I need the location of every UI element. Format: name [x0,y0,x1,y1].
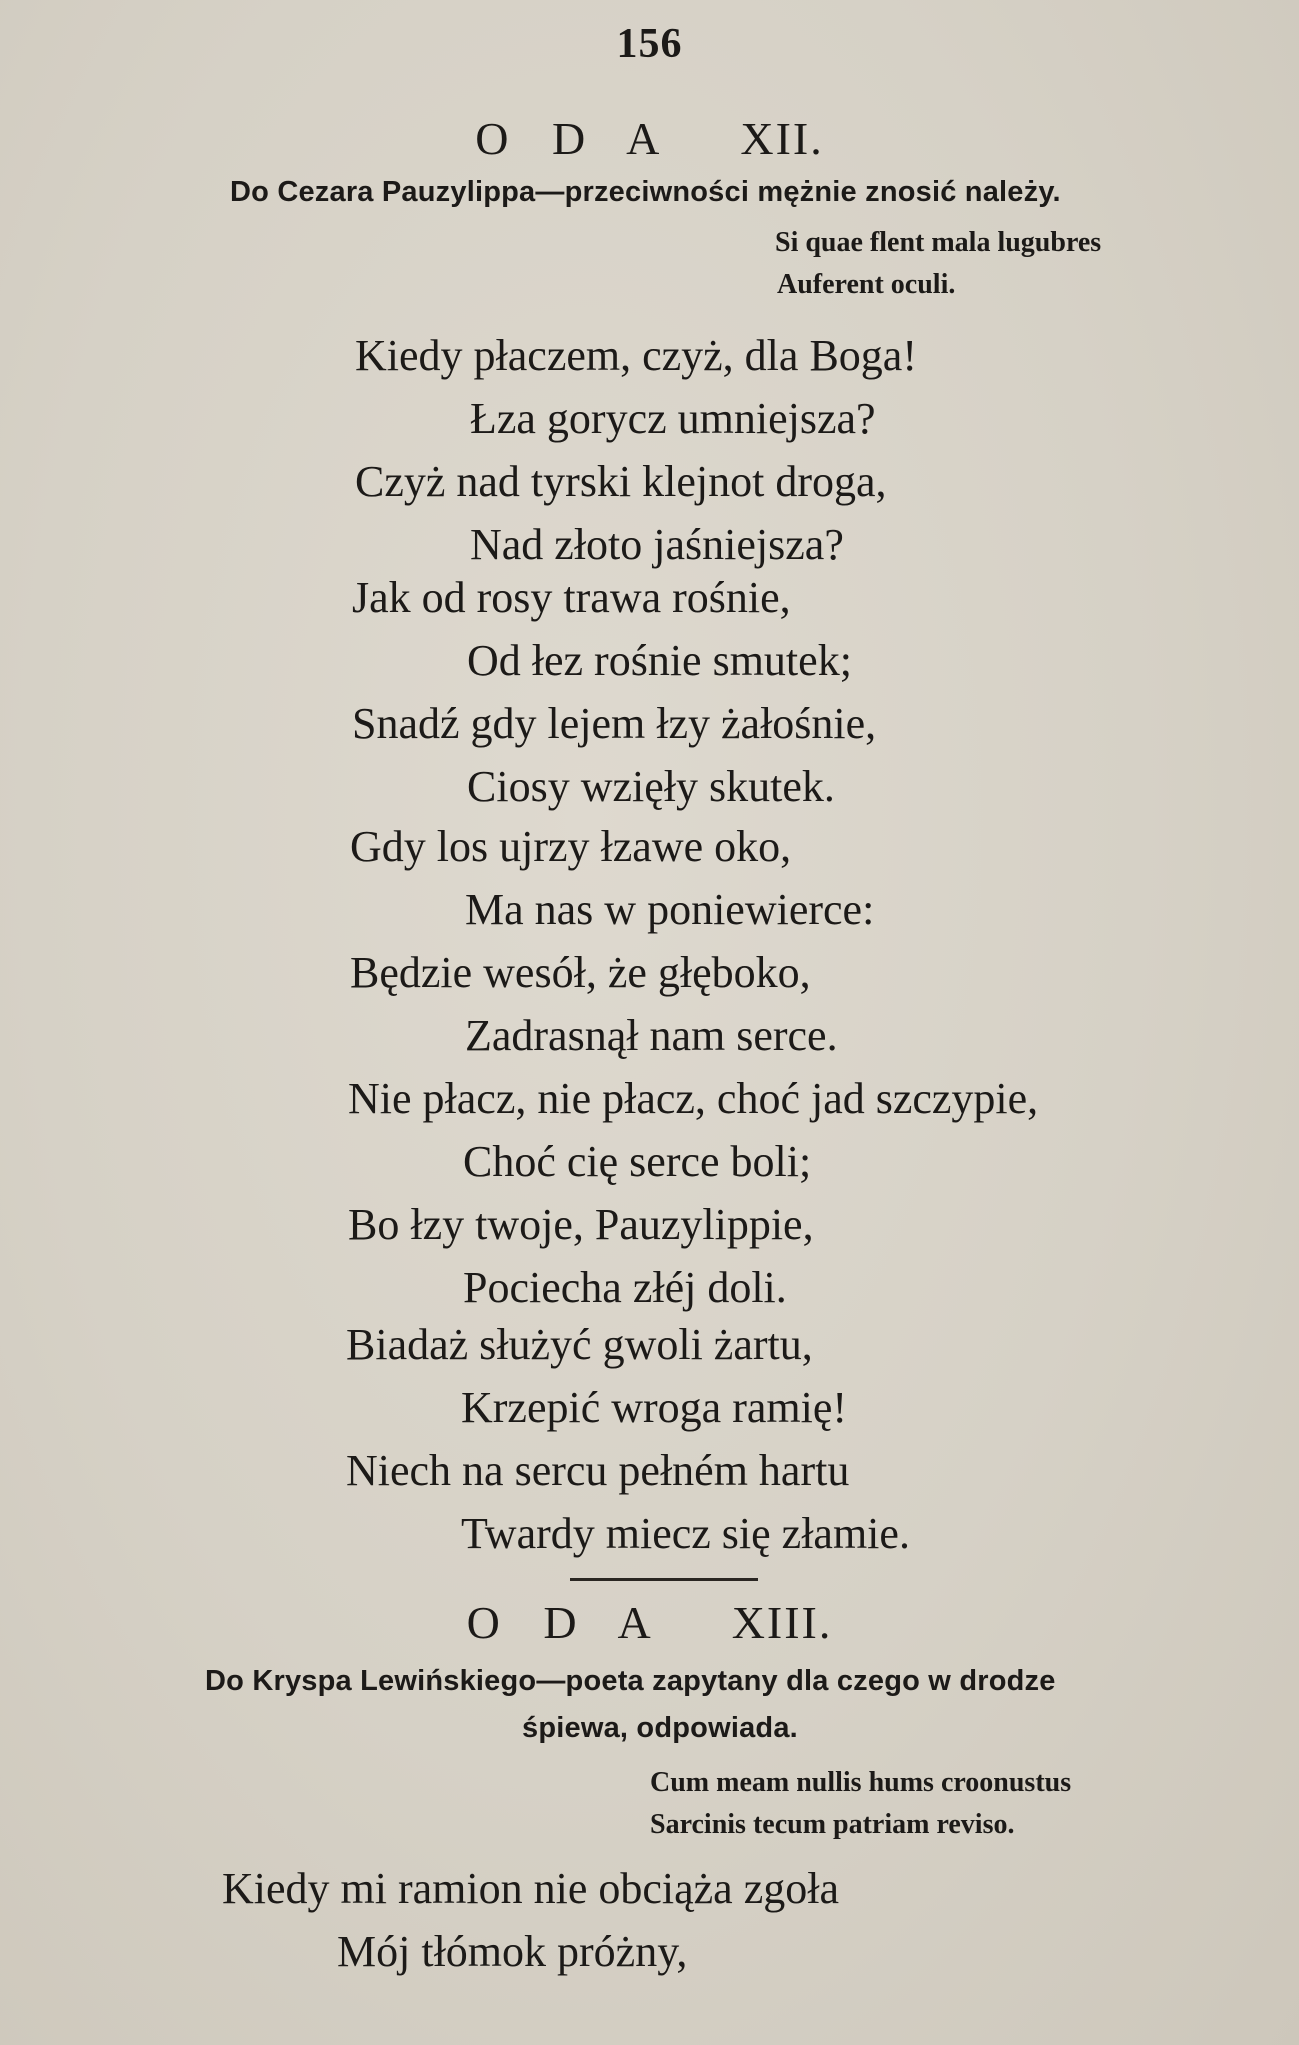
ode-13-title [0,1596,1299,1649]
verse-line: Kiedy płaczem, czyż, dla Boga! [355,331,917,380]
page-number: 156 [616,21,683,67]
ode-13-title-prefix: O D A [466,1597,665,1648]
verse-line: Będzie wesół, że głęboko, [350,948,811,997]
verse-line: Od łez rośnie smutek; [467,636,852,685]
ode-12-epigraph-line: Auferent oculi. [777,269,956,300]
verse-line: Pociecha złéj doli. [463,1263,787,1312]
ode-12-subtitle: Do Cezara Pauzylippa—przeciwności mężnie znosić należy. [230,176,1061,208]
verse-line: Krzepić wroga ramię! [461,1383,848,1432]
verse-line: Nie płacz, nie płacz, choć jad szczypie, [348,1074,1039,1123]
ode-13-epigraph [650,1762,1071,1846]
ode-12-title [0,112,1299,165]
ode-12-stanza-2 [352,566,876,818]
ode-12-stanza-3 [350,815,874,1067]
verse-line: Ma nas w poniewierce: [465,885,875,934]
ode-13-title-number: XIII. [731,1597,833,1648]
verse-line: Łza gorycz umniejsza? [470,394,876,443]
verse-line: Mój tłómok próżny, [337,1927,688,1976]
verse-line: Gdy los ujrzy łzawe oko, [350,822,792,871]
verse-line: Jak od rosy trawa rośnie, [352,573,791,622]
verse-line: Bo łzy twoje, Pauzylippie, [348,1200,814,1249]
ode-12-stanza-5 [346,1313,910,1565]
ode-12-stanza-1 [355,324,917,576]
ode-12-title-number: XII. [740,113,824,164]
ode-13-verse [222,1857,839,1983]
verse-line: Niech na sercu pełném hartu [346,1446,850,1495]
verse-line: Snadź gdy lejem łzy żałośnie, [352,699,877,748]
section-divider [570,1578,758,1581]
verse-line: Zadrasnął nam serce. [465,1011,838,1060]
verse-line: Nad złoto jaśniejsza? [470,520,844,569]
ode-12-stanza-4 [348,1067,1038,1319]
verse-line: Biadaż służyć gwoli żartu, [346,1320,813,1369]
verse-line: Twardy miecz się złamie. [461,1509,910,1558]
verse-line: Kiedy mi ramion nie obciąża zgoła [222,1864,839,1913]
verse-line: Choć cię serce boli; [463,1137,812,1186]
ode-13-subtitle-line-1: Do Kryspa Lewińskiego—poeta zapytany dla czego w drodze [205,1665,1056,1697]
ode-12-epigraph-line: Si quae flent mala lugubres [775,227,1102,258]
verse-line: Ciosy wzięły skutek. [467,762,835,811]
verse-line: Czyż nad tyrski klejnot droga, [355,457,887,506]
ode-13-epigraph-line: Sarcinis tecum patriam reviso. [650,1809,1015,1840]
ode-12-title-prefix: O D A [475,113,673,164]
ode-12-epigraph [775,222,1101,306]
ode-13-epigraph-line: Cum meam nullis hums croonustus [650,1767,1072,1798]
ode-13-subtitle-line-2: śpiewa, odpowiada. [522,1712,798,1744]
